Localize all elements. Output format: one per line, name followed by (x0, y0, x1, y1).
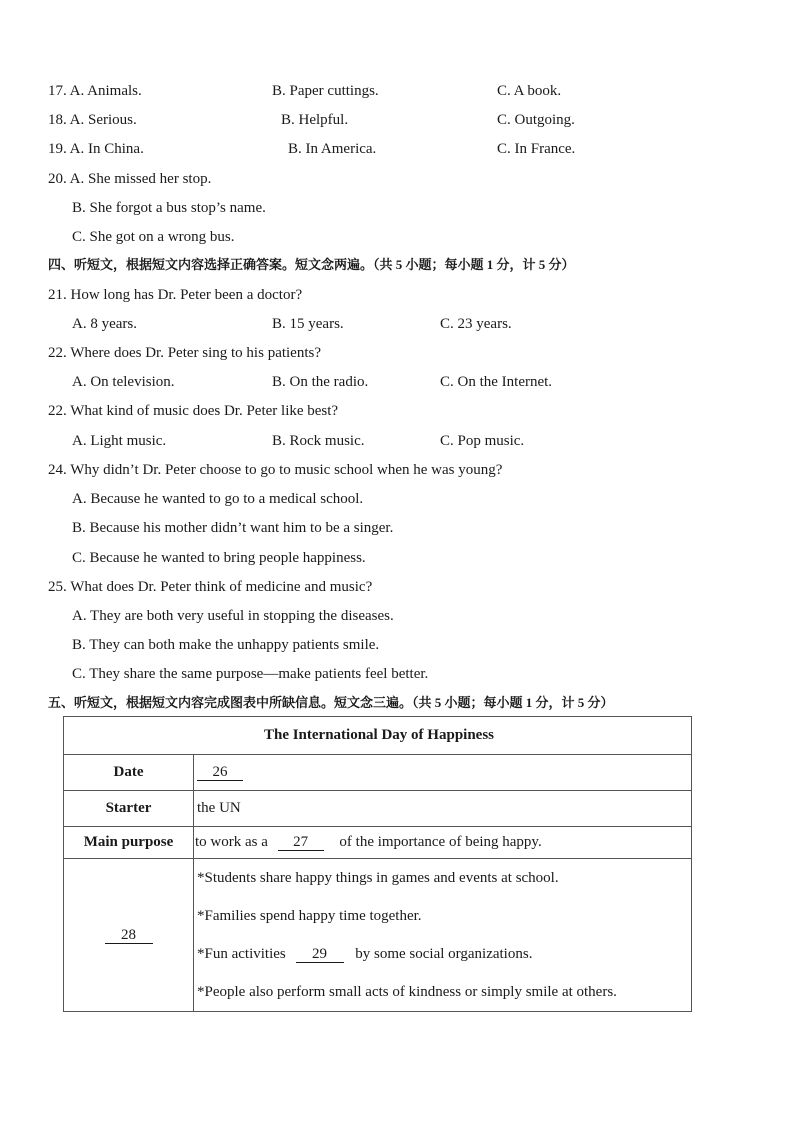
q20-option-b: B. She forgot a bus stop’s name. (72, 200, 266, 216)
q19-option-a: 19. A. In China. (48, 141, 144, 157)
activity-families: *Families spend happy time together. (197, 908, 422, 924)
q17-option-c: C. A book. (497, 83, 562, 99)
q23-option-c: C. Pop music. (440, 433, 525, 449)
q18-option-a: 18. A. Serious. (48, 112, 137, 128)
q21-option-a: A. 8 years. (72, 316, 137, 332)
table-title: The International Day of Happiness (64, 717, 692, 755)
section-5-heading: 五、听短文，根据短文内容完成图表中所缺信息。短文念三遍。（共 5 小题；每小题 1 分，计 5 分） (48, 695, 614, 710)
q25-question: 25. What does Dr. Peter think of medicine and music? (48, 579, 373, 595)
q22-option-b: B. On the radio. (272, 374, 369, 390)
q24-option-a: A. Because he wanted to go to a medical school. (72, 491, 364, 507)
activities-label-cell (64, 859, 194, 1012)
fun-activities-suffix: by some social organizations. (355, 946, 533, 962)
purpose-suffix: of the importance of being happy. (339, 834, 542, 850)
q23-option-a: A. Light music. (72, 433, 167, 449)
purpose-prefix: to work as a (195, 834, 268, 850)
blank-28[interactable]: 28 (105, 927, 153, 944)
q19-option-c: C. In France. (497, 141, 576, 157)
q21-option-c: C. 23 years. (440, 316, 512, 332)
happiness-day-table (63, 716, 692, 1012)
section-4-heading: 四、听短文，根据短文内容选择正确答案。短文念两遍。（共 5 小题；每小题 1 分，计 5 分） (48, 257, 575, 272)
blank-26[interactable]: 26 (197, 764, 243, 781)
activity-students: *Students share happy things in games and events at school. (197, 870, 559, 886)
q24-question: 24. Why didn’t Dr. Peter choose to go to music school when he was young? (48, 462, 503, 478)
date-label: Date (64, 755, 194, 791)
date-cell (194, 755, 692, 791)
q23-question: 22. What kind of music does Dr. Peter like best? (48, 403, 339, 419)
q17-option-a: 17. A. Animals. (48, 83, 142, 99)
q20-option-c: C. She got on a wrong bus. (72, 229, 235, 245)
q21-option-b: B. 15 years. (272, 316, 344, 332)
q25-option-b: B. They can both make the unhappy patients smile. (72, 637, 380, 653)
q25-option-c: C. They share the same purpose—make patients feel better. (72, 666, 429, 682)
q22-option-c: C. On the Internet. (440, 374, 553, 390)
activity-fun (197, 935, 691, 973)
fun-activities-prefix: *Fun activities (197, 946, 286, 962)
q21-question: 21. How long has Dr. Peter been a doctor? (48, 287, 303, 303)
q22-option-a: A. On television. (72, 374, 175, 390)
q18-option-b: B. Helpful. (281, 112, 349, 128)
activity-kindness: *People also perform small acts of kindness or simply smile at others. (197, 984, 617, 1000)
starter-value: the UN (194, 791, 692, 827)
q23-option-b: B. Rock music. (272, 433, 365, 449)
q22-question: 22. Where does Dr. Peter sing to his patients? (48, 345, 322, 361)
q20-option-a: 20. A. She missed her stop. (48, 171, 212, 187)
activities-cell (194, 859, 692, 1012)
blank-29[interactable]: 29 (296, 946, 344, 963)
q18-option-c: C. Outgoing. (497, 112, 575, 128)
q25-option-a: A. They are both very useful in stopping the diseases. (72, 608, 394, 624)
q24-option-b: B. Because his mother didn’t want him to be a singer. (72, 520, 394, 536)
starter-label: Starter (64, 791, 194, 827)
q17-option-b: B. Paper cuttings. (272, 83, 379, 99)
blank-27[interactable]: 27 (278, 834, 324, 851)
q24-option-c: C. Because he wanted to bring people happiness. (72, 550, 366, 566)
main-purpose-cell (194, 827, 692, 859)
main-purpose-label: Main purpose (64, 827, 194, 859)
q19-option-b: B. In America. (288, 141, 377, 157)
